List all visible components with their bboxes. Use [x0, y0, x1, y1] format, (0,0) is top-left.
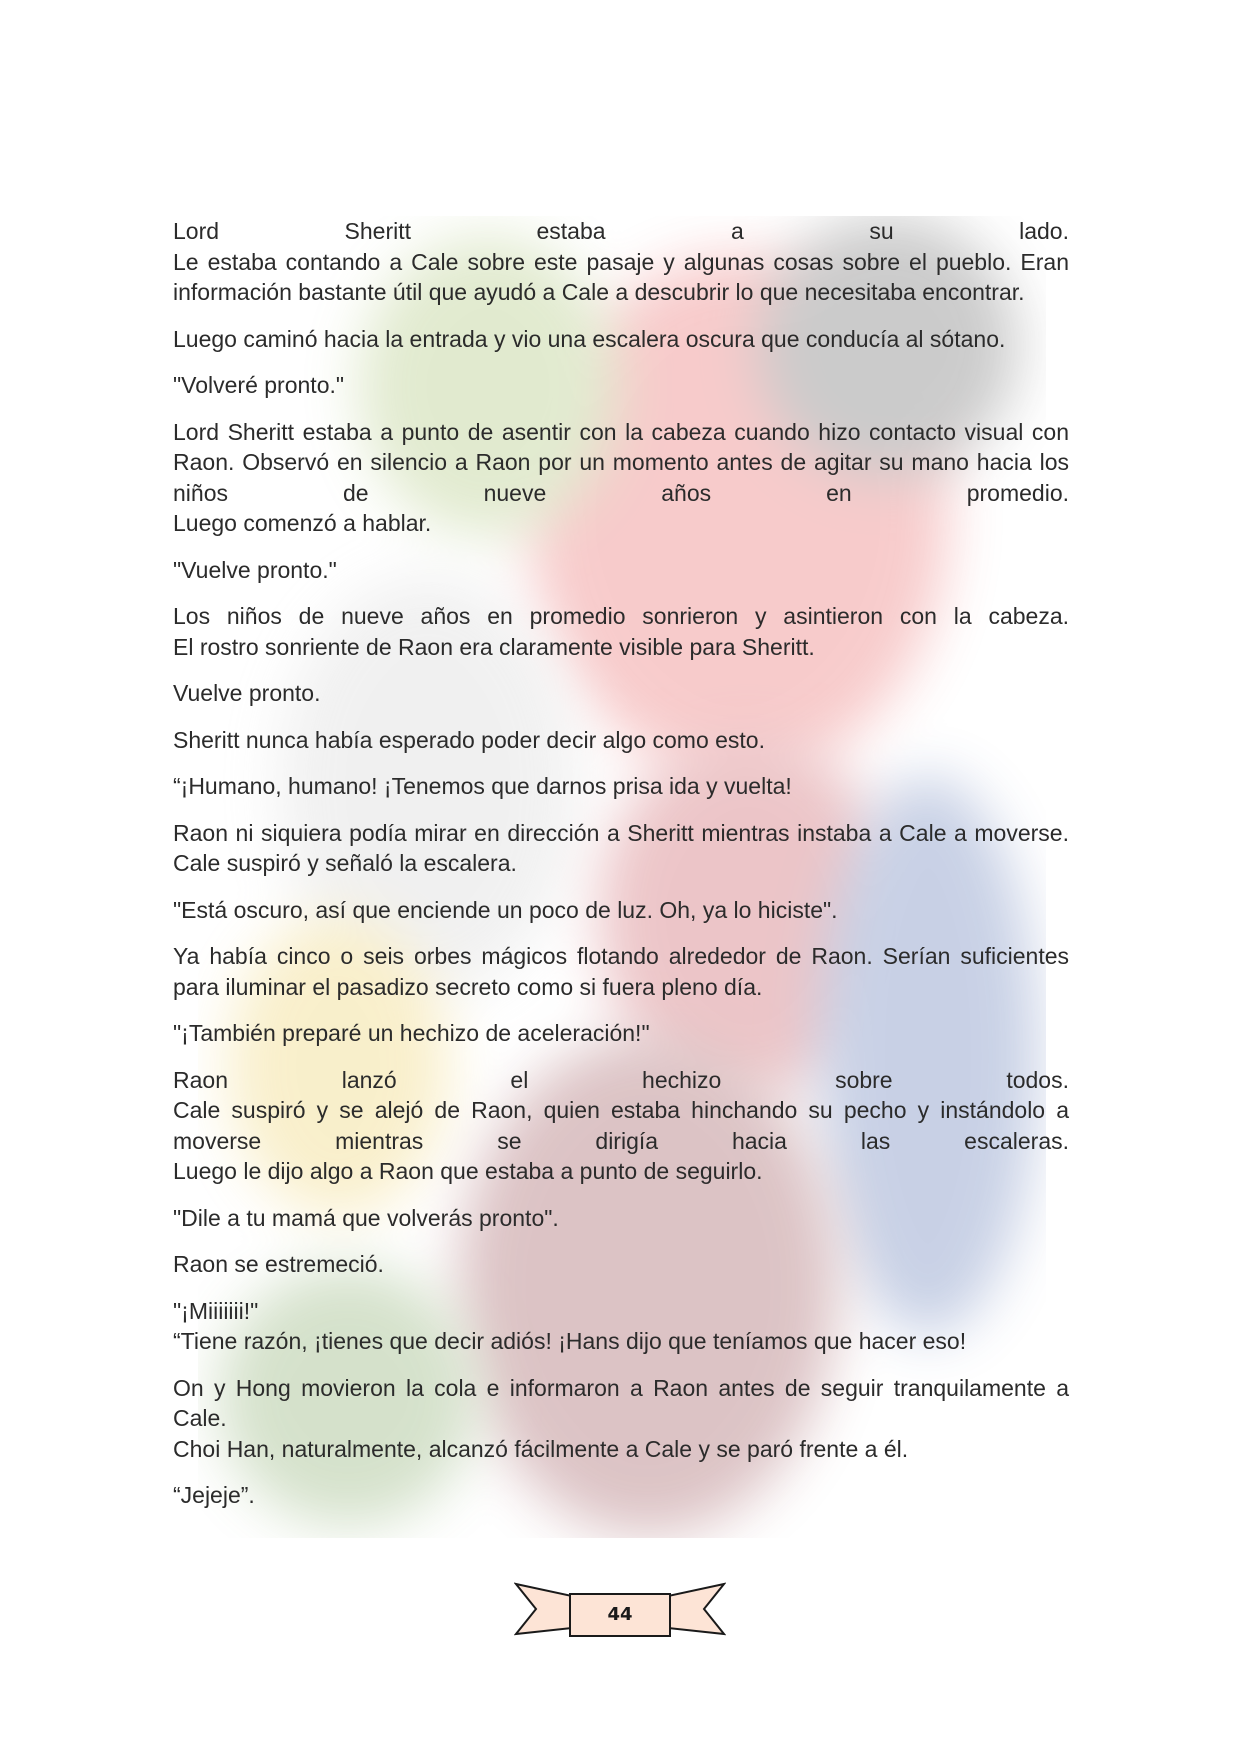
paragraph-line: "Dile a tu mamá que volverás pronto".: [173, 1204, 559, 1231]
paragraph-line: "Vuelve pronto.": [173, 556, 337, 583]
paragraph-line: Raon lanzó el hechizo sobre todos.: [173, 1066, 1069, 1093]
paragraph-line: Luego caminó hacia la entrada y vio una escalera oscura que conducía al sótano.: [173, 325, 1006, 352]
paragraph-line: “¡Humano, humano! ¡Tenemos que darnos prisa ida y vuelta!: [173, 773, 792, 799]
paragraph: [173, 678, 1069, 709]
paragraph: [173, 941, 1069, 1002]
paragraph-line: “Tiene razón, ¡tienes que decir adiós! ¡Hans dijo que teníamos que hacer eso!: [173, 1328, 967, 1354]
paragraph: [173, 1018, 1069, 1049]
paragraph-line: Sheritt nunca había esperado poder decir algo como esto.: [173, 726, 765, 753]
paragraph-line: El rostro sonriente de Raon era claramente visible para Sheritt.: [173, 633, 815, 660]
paragraph: [173, 895, 1069, 926]
paragraph: [173, 1249, 1069, 1280]
body-text: [173, 216, 1069, 1527]
paragraph-line: "Está oscuro, así que enciende un poco de luz. Oh, ya lo hiciste".: [173, 896, 838, 923]
paragraph: [173, 1203, 1069, 1234]
paragraph-line: On y Hong movieron la cola e informaron a Raon antes de seguir tranquilamente a Cale.: [173, 1374, 1069, 1431]
paragraph: [173, 324, 1069, 355]
paragraph-line: Cale suspiró y se alejó de Raon, quien estaba hinchando su pecho y instándolo a moverse mientras se dirigía hacia las escaleras.: [173, 1097, 1069, 1154]
paragraph-line: Ya había cinco o seis orbes mágicos flotando alrededor de Raon. Serían suficientes para iluminar el pasadizo secreto como si fuera pleno día.: [173, 943, 1069, 1000]
paragraph: [173, 601, 1069, 662]
paragraph: [173, 818, 1069, 879]
paragraph: [173, 771, 1069, 802]
paragraph-line: Luego le dijo algo a Raon que estaba a punto de seguirlo.: [173, 1158, 763, 1184]
paragraph-line: Choi Han, naturalmente, alcanzó fácilmente a Cale y se paró frente a él.: [173, 1435, 909, 1462]
paragraph-line: Lord Sheritt estaba a su lado.: [173, 218, 1069, 244]
paragraph-line: Raon ni siquiera podía mirar en dirección a Sheritt mientras instaba a Cale a moverse. Cale suspiró y señaló la escalera.: [173, 819, 1069, 876]
paragraph: [173, 1373, 1069, 1465]
paragraph-line: "¡Miiiiiii!": [173, 1297, 259, 1324]
paragraph-line: Los niños de nueve años en promedio sonrieron y asintieron con la cabeza.: [173, 603, 1069, 629]
page-number: 44: [607, 1603, 633, 1625]
paragraph: [173, 216, 1069, 308]
paragraph-line: “Jejeje”.: [173, 1482, 255, 1508]
paragraph-line: "¡También preparé un hechizo de aceleración!": [173, 1020, 650, 1046]
paragraph-line: Le estaba contando a Cale sobre este pasaje y algunas cosas sobre el pueblo. Eran información bastante útil que ayudó a Cale a descubrir lo que necesitaba encontrar.: [173, 248, 1069, 305]
paragraph: [173, 725, 1069, 756]
paragraph: [173, 555, 1069, 586]
paragraph: [173, 1480, 1069, 1511]
paragraph-line: Raon se estremeció.: [173, 1251, 384, 1277]
paragraph-line: Lord Sheritt estaba a punto de asentir con la cabeza cuando hizo contacto visual con Raon. Observó en silencio a Raon por un momento antes de agitar su mano hacia los niños de nueve años en promedio.: [173, 418, 1069, 506]
paragraph: [173, 1065, 1069, 1187]
paragraph-line: Luego comenzó a hablar.: [173, 510, 432, 536]
paragraph: [173, 1296, 1069, 1357]
paragraph: [173, 370, 1069, 401]
paragraph: [173, 417, 1069, 539]
paragraph-line: "Volveré pronto.": [173, 372, 345, 398]
paragraph-line: Vuelve pronto.: [173, 680, 321, 706]
